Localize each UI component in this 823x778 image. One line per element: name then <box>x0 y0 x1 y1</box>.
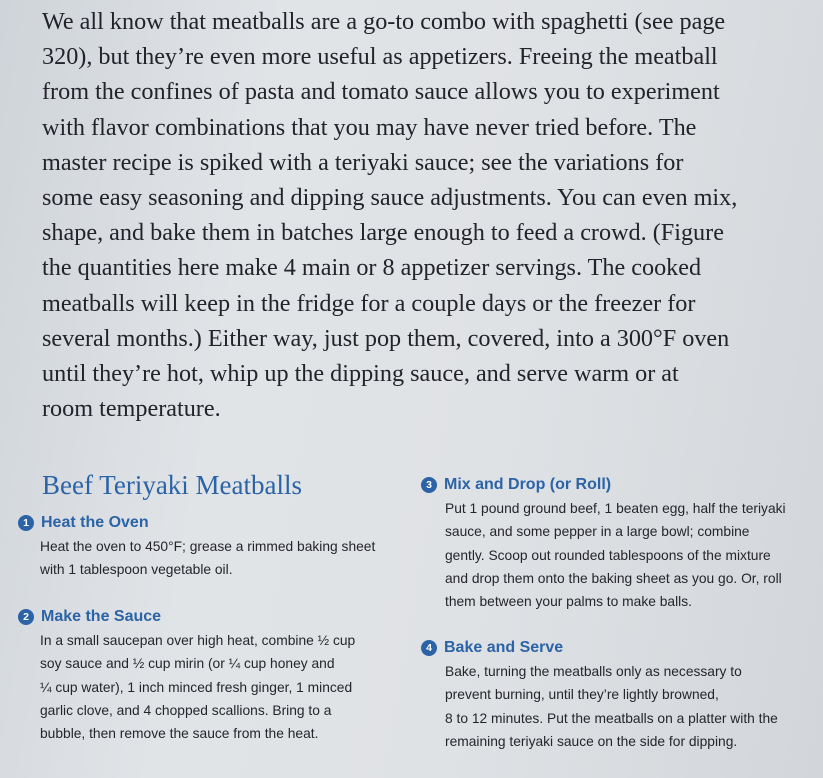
step-heading <box>421 474 811 496</box>
intro-line: 320), but they’re even more useful as appetizers. Freeing the meatball <box>42 43 718 71</box>
step-line: bubble, then remove the sauce from the heat. <box>40 726 319 742</box>
step-line: sauce, and some pepper in a large bowl; combine <box>445 524 750 540</box>
step-bake-and-serve <box>421 637 811 753</box>
intro-line: from the confines of pasta and tomato sauce allows you to experiment <box>42 78 720 106</box>
step-line: ¼ cup water), 1 inch minced fresh ginger, 1 minced <box>40 679 353 695</box>
step-number-badge: 4 <box>421 640 437 656</box>
intro-line: the quantities here make 4 main or 8 appetizer servings. The cooked <box>42 254 702 282</box>
step-line: Heat the oven to 450°F; grease a rimmed baking sheet <box>40 539 376 554</box>
intro-line: room temperature. <box>42 395 221 423</box>
step-instructions <box>18 535 388 582</box>
step-number-badge: 1 <box>18 515 34 531</box>
step-line: and drop them onto the baking sheet as you go. Or, roll <box>445 570 782 586</box>
step-line: remaining teriyaki sauce on the side for dipping. <box>445 733 738 749</box>
intro-line: shape, and bake them in batches large enough to feed a crowd. (Figure <box>42 219 724 247</box>
step-heat-the-oven <box>18 512 388 582</box>
step-line: them between your palms to make balls. <box>445 594 692 610</box>
step-title: Mix and Drop (or Roll) <box>444 476 612 493</box>
step-instructions <box>18 629 388 745</box>
step-instructions <box>421 497 811 613</box>
intro-line: master recipe is spiked with a teriyaki sauce; see the variations for <box>42 148 684 176</box>
step-number-badge: 3 <box>421 477 437 493</box>
step-line: gently. Scoop out rounded tablespoons of the mixture <box>445 547 771 563</box>
step-heading <box>18 606 388 628</box>
step-heading <box>18 512 388 534</box>
intro-line: meatballs will keep in the fridge for a couple days or the freezer for <box>42 289 696 317</box>
intro-line: with flavor combinations that you may have never tried before. The <box>42 113 697 141</box>
step-mix-and-drop <box>421 474 811 613</box>
step-line: soy sauce and ½ cup mirin (or ¼ cup honey and <box>40 656 335 672</box>
intro-paragraph <box>42 4 812 426</box>
recipe-title: Beef Teriyaki Meatballs <box>42 470 303 500</box>
step-heading <box>421 637 811 659</box>
step-instructions <box>421 660 811 753</box>
step-line: garlic clove, and 4 chopped scallions. Bring to a <box>40 702 332 718</box>
intro-line: some easy seasoning and dipping sauce adjustments. You can even mix, <box>42 184 738 212</box>
step-line: with 1 tablespoon vegetable oil. <box>40 562 233 578</box>
step-line: prevent burning, until they’re lightly browned, <box>445 687 719 703</box>
step-make-the-sauce <box>18 606 388 745</box>
step-line: Bake, turning the meatballs only as necessary to <box>445 664 742 679</box>
step-title: Make the Sauce <box>41 608 162 625</box>
step-line: 8 to 12 minutes. Put the meatballs on a platter with the <box>445 710 778 726</box>
intro-line: until they’re hot, whip up the dipping sauce, and serve warm or at <box>42 360 679 388</box>
step-line: In a small saucepan over high heat, combine ½ cup <box>40 633 356 648</box>
step-number-badge: 2 <box>18 609 34 625</box>
step-title: Bake and Serve <box>444 639 564 656</box>
step-line: Put 1 pound ground beef, 1 beaten egg, half the teriyaki <box>445 501 786 516</box>
step-title: Heat the Oven <box>41 514 149 531</box>
intro-line: several months.) Either way, just pop them, covered, into a 300°F oven <box>42 324 730 352</box>
intro-line: We all know that meatballs are a go-to combo with spaghetti (see page <box>42 8 726 35</box>
